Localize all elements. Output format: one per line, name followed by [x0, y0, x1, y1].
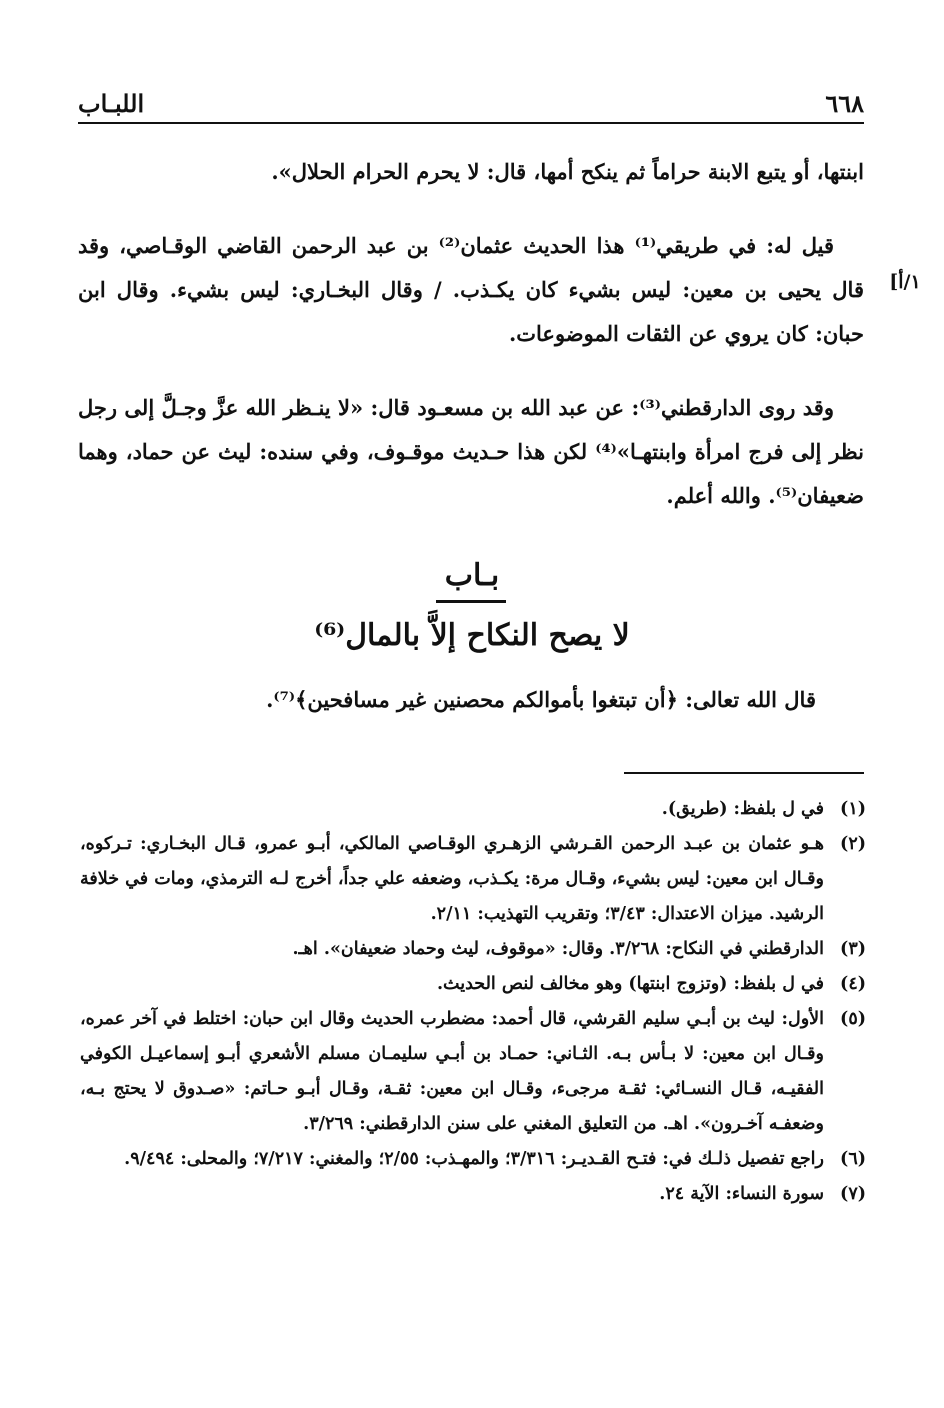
- footnote-text: في ل بلفظ: (وتزوج ابنتها) وهو مخالف لنص الحديث.: [436, 974, 824, 994]
- footnote: [80, 967, 866, 1002]
- header-rule: [78, 122, 864, 124]
- footnote-text: راجع تفصيل ذلـك في: فتـح القـديـر: ٣/٣١٦؛ والمهـذب: ٢/٥٥؛ والمغني: ٧/٢١٧؛ والمحلى: ٩/٤٩٤.: [124, 1149, 824, 1169]
- page-header: [78, 82, 864, 118]
- footnote: [80, 932, 866, 967]
- paragraph-1: ابنتها، أو يتبع الابنة حراماً ثم ينكح أمها، قال: لا يحرم الحرام الحلال».: [271, 159, 864, 184]
- footnote-number: (١): [840, 799, 866, 819]
- footnote-text: الأول: ليث بن أبـي سليم القرشي، قال أحمد: مضطرب الحديث وقال ابن حبان: اختلط في آخر عمره، وقـال ابن معين: لا بـأس بـه. الثـاني: حمـاد بن أبـي سليمـان مسلم الأشعري أبـو إسماعيـل الكوفي الفقيـه، قـال النسـائي: ثقـة مرجىء، وقـال ابن معين: ثقـة، وقـال أبـو حـاتم: «صـدوق لا يحتج بـه، وضعفـه آخـرون». اهـ. من التعليق المغني على سنن الدارقطني: ٣/٢٦٩.: [80, 1009, 824, 1134]
- chapter-label: بـاب: [444, 558, 500, 593]
- paragraph-3: وقد روى الدارقطني⁽³⁾: عن عبد الله بن مسعـود قال: «لا ينـظر الله عزَّ وجـلَّ إلى رجل نظر إلى فرج امرأة وابنتهـا»⁽⁴⁾ لكن هذا حـديث موقـوف، وفي سنده: ليث عن حماد، وهما ضعيفان⁽⁵⁾. والله أعلم.: [78, 395, 864, 508]
- manuscript-folio-marker: ١/أ]: [889, 271, 921, 293]
- chapter-title: لا يصح النكاح إلاَّ بالمال⁽⁶⁾: [314, 618, 630, 653]
- footnote: [80, 792, 866, 827]
- footnote: [80, 827, 866, 932]
- page-number: ٦٦٨: [825, 89, 864, 118]
- book-title: اللبـاب: [78, 89, 145, 118]
- quran-verse: قال الله تعالى: ﴿أن تبتغوا بأموالكم محصنين غير مسافحين﴾⁽⁷⁾.: [266, 687, 816, 712]
- footnote-number: (٦): [840, 1149, 866, 1169]
- footnote-text: سورة النساء: الآية ٢٤.: [659, 1184, 824, 1204]
- footnote-text: في ل بلفظ: (طريق).: [661, 799, 824, 819]
- footnote-number: (٧): [840, 1184, 866, 1204]
- footnote-text: هـو عثمان بن عبـد الرحمن القـرشي الزهـري الوقـاصي المالكي، أبـو عمرو، قـال البخـاري: تـركوه، وقـال ابن معين: ليس بشيء، وقـال مرة: يكـذب، وضعفه علي جداً، أخرج لـه الترمذي، ومات في خلافة الرشيد. ميزان الاعتدال: ٣/٤٣؛ وتقريب التهذيب: ٢/١١.: [80, 834, 824, 924]
- footnote: [80, 1002, 866, 1142]
- footnote-number: (٥): [840, 1009, 866, 1029]
- paragraph-2: قيل له: في طريقي⁽¹⁾ هذا الحديث عثمان⁽²⁾ بن عبد الرحمن القاضي الوقـاصي، وقد قال يحيى بن معين: ليس بشيء كان يكـذب. / وقال البخـاري: ليس بشيء. وقال ابن حبان: كان يروي عن الثقات الموضوعات.: [78, 233, 864, 346]
- footnotes: [80, 792, 866, 1212]
- footnote-number: (٢): [840, 834, 866, 854]
- chapter-label-underline: [436, 600, 506, 603]
- footnote-number: (٣): [840, 939, 866, 959]
- footnote-number: (٤): [840, 974, 866, 994]
- footnote-separator: [624, 772, 864, 774]
- footnote: [80, 1177, 866, 1212]
- footnote-text: الدارقطني في النكاح: ٣/٢٦٨. وقال: «موقوف، ليث وحماد ضعيفان». اهـ.: [292, 939, 824, 959]
- footnote: [80, 1142, 866, 1177]
